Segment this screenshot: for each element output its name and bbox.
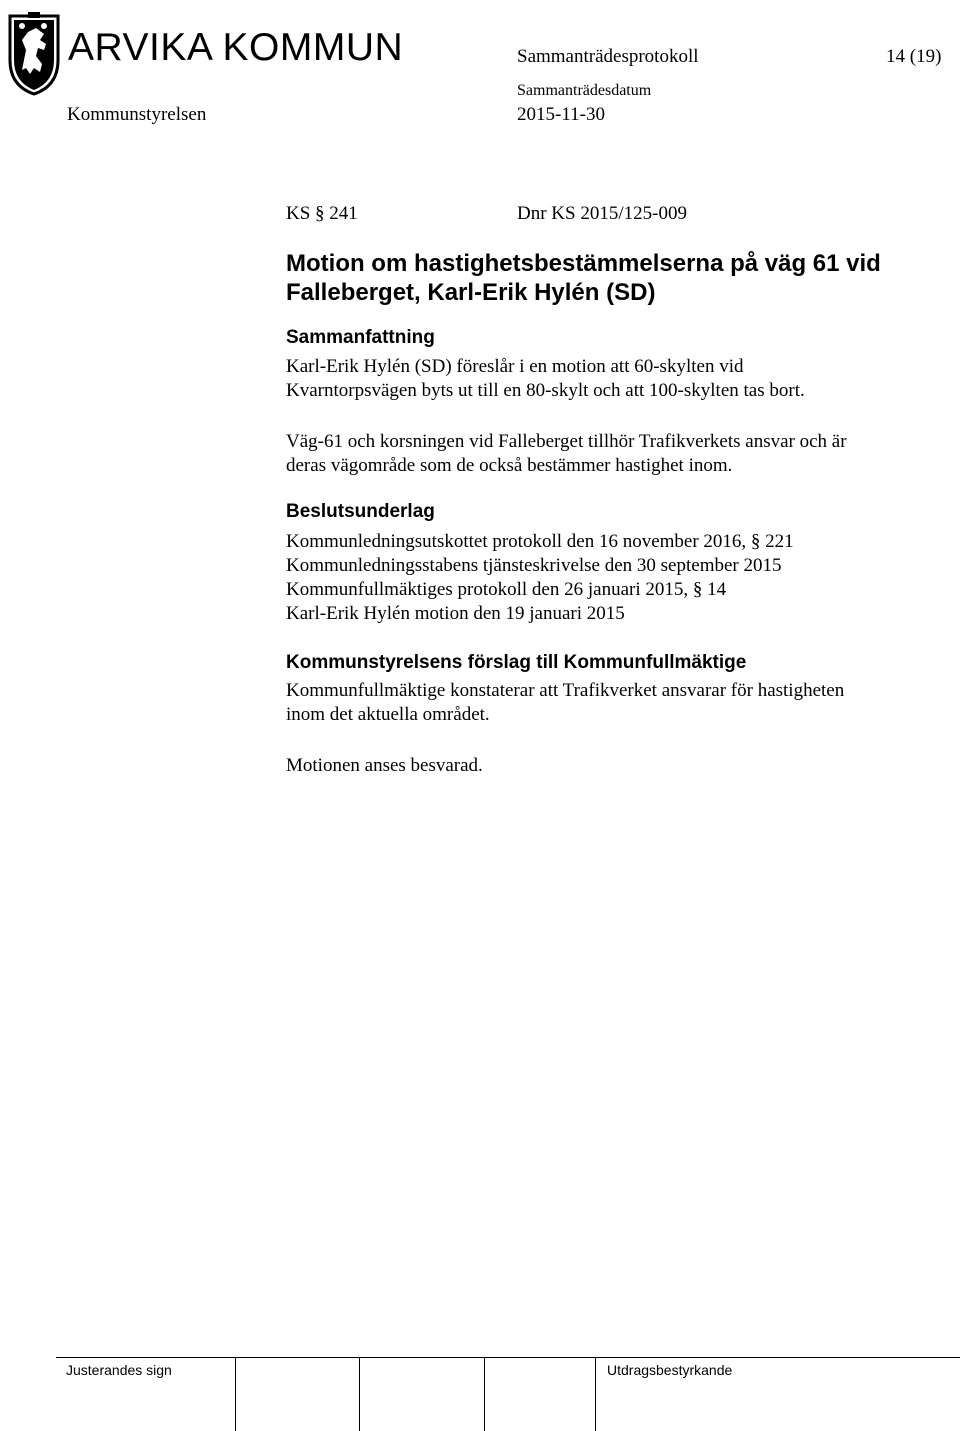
case-title-line: Motion om hastighetsbestämmelserna på väg 61 vid <box>286 250 881 277</box>
proposal-heading: Kommunstyrelsens förslag till Kommunfullmäktige <box>286 652 747 673</box>
summary-paragraph <box>286 430 946 478</box>
meeting-date: 2015-11-30 <box>517 104 605 125</box>
case-title <box>286 249 926 307</box>
text-line: Karl-Erik Hylén (SD) föreslår i en motion att 60-skylten vid <box>286 356 744 377</box>
signature-box-divider <box>235 1358 236 1431</box>
justify-sign-label: Justerandes sign <box>66 1362 172 1378</box>
list-item: Kommunledningsstabens tjänsteskrivelse den 30 september 2015 <box>286 555 782 576</box>
text-line: Väg-61 och korsningen vid Falleberget tillhör Trafikverkets ansvar och är <box>286 431 847 452</box>
document-type: Sammanträdesprotokoll <box>517 46 699 67</box>
extract-certification-label: Utdragsbestyrkande <box>607 1362 733 1378</box>
signature-box-divider <box>484 1358 485 1431</box>
list-item: Kommunledningsutskottet protokoll den 16 november 2016, § 221 <box>286 531 794 552</box>
registration-number: Dnr KS 2015/125-009 <box>517 203 687 224</box>
arvika-coat-of-arms-logo <box>4 10 64 96</box>
organization-name: ARVIKA KOMMUN <box>68 26 404 69</box>
text-line: Kommunfullmäktige konstaterar att Trafikverket ansvarar för hastigheten <box>286 680 845 701</box>
decision-basis-list <box>286 530 946 626</box>
text-line: inom det aktuella området. <box>286 704 490 725</box>
summary-heading: Sammanfattning <box>286 327 435 348</box>
signature-footer <box>56 1357 960 1431</box>
case-title-line: Falleberget, Karl-Erik Hylén (SD) <box>286 279 656 306</box>
page-number: 14 (19) <box>886 46 942 67</box>
case-number: KS § 241 <box>286 203 358 224</box>
decision-basis-heading: Beslutsunderlag <box>286 501 435 522</box>
signature-box-divider <box>359 1358 360 1431</box>
list-item: Kommunfullmäktiges protokoll den 26 januari 2015, § 14 <box>286 579 727 600</box>
proposal-conclusion: Motionen anses besvarad. <box>286 755 483 776</box>
signature-box-divider <box>595 1358 596 1431</box>
text-line: deras vägområde som de också bestämmer hastighet inom. <box>286 455 733 476</box>
text-line: Kvarntorpsvägen byts ut till en 80-skylt och att 100-skylten tas bort. <box>286 380 805 401</box>
list-item: Karl-Erik Hylén motion den 19 januari 2015 <box>286 603 625 624</box>
committee-name: Kommunstyrelsen <box>67 104 207 125</box>
meeting-date-label: Sammanträdesdatum <box>517 82 652 99</box>
summary-paragraph <box>286 355 946 403</box>
proposal-paragraph <box>286 679 946 727</box>
